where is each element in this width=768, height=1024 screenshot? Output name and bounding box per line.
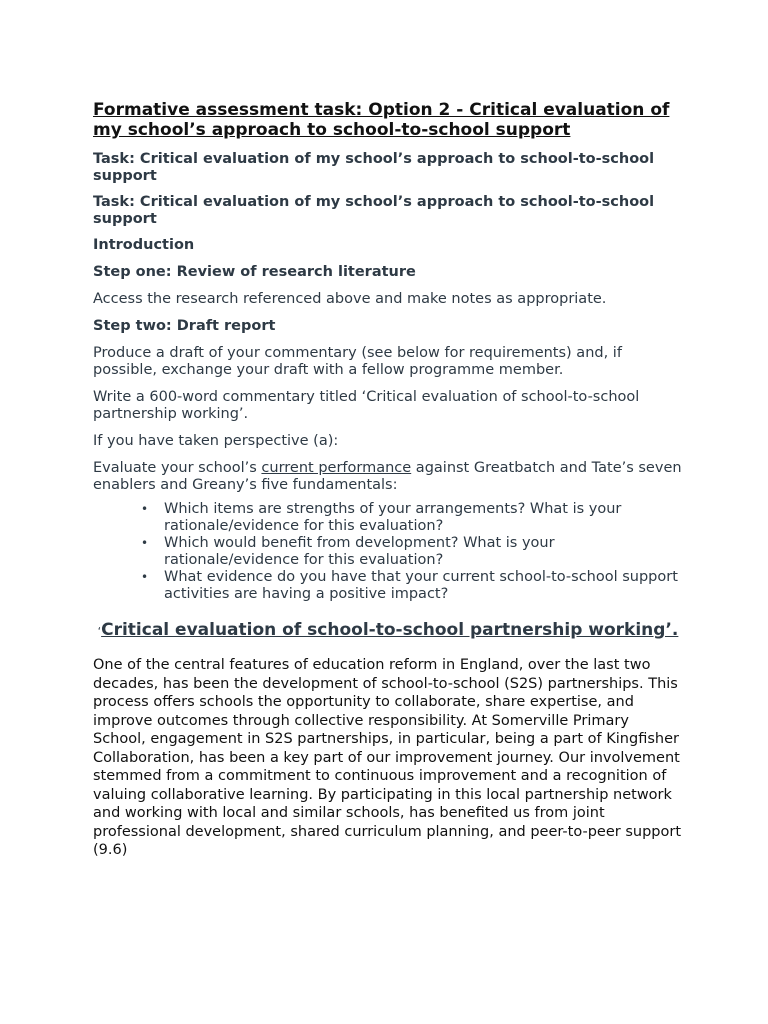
task-heading-1: Task: Critical evaluation of my school’s approach to school-to-school support — [93, 151, 655, 184]
evaluate-prefix: Evaluate your school’s — [93, 460, 262, 476]
document-content — [93, 100, 683, 860]
step-one-text: Access the research referenced above and make notes as appropriate. — [93, 291, 607, 307]
step-two-heading: Step two: Draft report — [93, 318, 276, 334]
write-instruction: Write a 600-word commentary titled ‘Critical evaluation of school-to-school partnership working’. — [93, 389, 640, 422]
perspective-line: If you have taken perspective (a): — [93, 433, 339, 449]
step-one-heading: Step one: Review of research literature — [93, 264, 416, 280]
commentary-title-text: Critical evaluation of school-to-school partnership working’. — [101, 620, 679, 640]
current-performance-link: current performance — [261, 460, 412, 476]
task-heading-2: Task: Critical evaluation of my school’s approach to school-to-school support — [93, 194, 655, 227]
bullet-icon: • — [141, 536, 149, 550]
commentary-body: One of the central features of education reform in England, over the last two decades, has been the development of school-to-school (S2S) partnerships. This process offers schools the opportunity to collaborate, share expertise, and improve outcomes through collective responsibility. At Somerville Primary School, engagement in S2S partnerships, in particular, being a part of Kingfisher Collaboration, has been a key part of our improvement journey. Our involvement stemmed from a commitment to continuous improvement and a recognition of valuing collaborative learning. By participating in this local partnership network and working with local and similar schools, has benefited us from joint professional development, shared curriculum planning, and peer-to-peer support (9.6) — [93, 657, 682, 858]
step-two-text: Produce a draft of your commentary (see below for requirements) and, if possible, exchange your draft with a fellow programme member. — [93, 345, 622, 378]
bullet-icon: • — [141, 570, 149, 584]
list-item-text: What evidence do you have that your current school-to-school support activities are having a positive impact? — [164, 569, 678, 602]
list-item — [141, 569, 683, 603]
evaluate-instruction — [93, 460, 683, 494]
document-title: Formative assessment task: Option 2 - Critical evaluation of my school’s approach to school-to-school support — [93, 100, 670, 140]
bullet-icon: • — [141, 502, 149, 516]
list-item-text: Which would benefit from development? What is your rationale/evidence for this evaluation? — [164, 535, 555, 568]
evaluate-suffix: against Greatbatch and Tate’s seven enablers and Greany’s five fundamentals: — [93, 460, 682, 493]
list-item-text: Which items are strengths of your arrangements? What is your rationale/evidence for this evaluation? — [164, 501, 622, 534]
commentary-open-quote: ‘ — [97, 625, 102, 638]
question-list — [93, 501, 683, 603]
list-item — [141, 535, 683, 569]
commentary-title — [93, 620, 683, 642]
list-item — [141, 501, 683, 535]
introduction-heading: Introduction — [93, 237, 195, 253]
